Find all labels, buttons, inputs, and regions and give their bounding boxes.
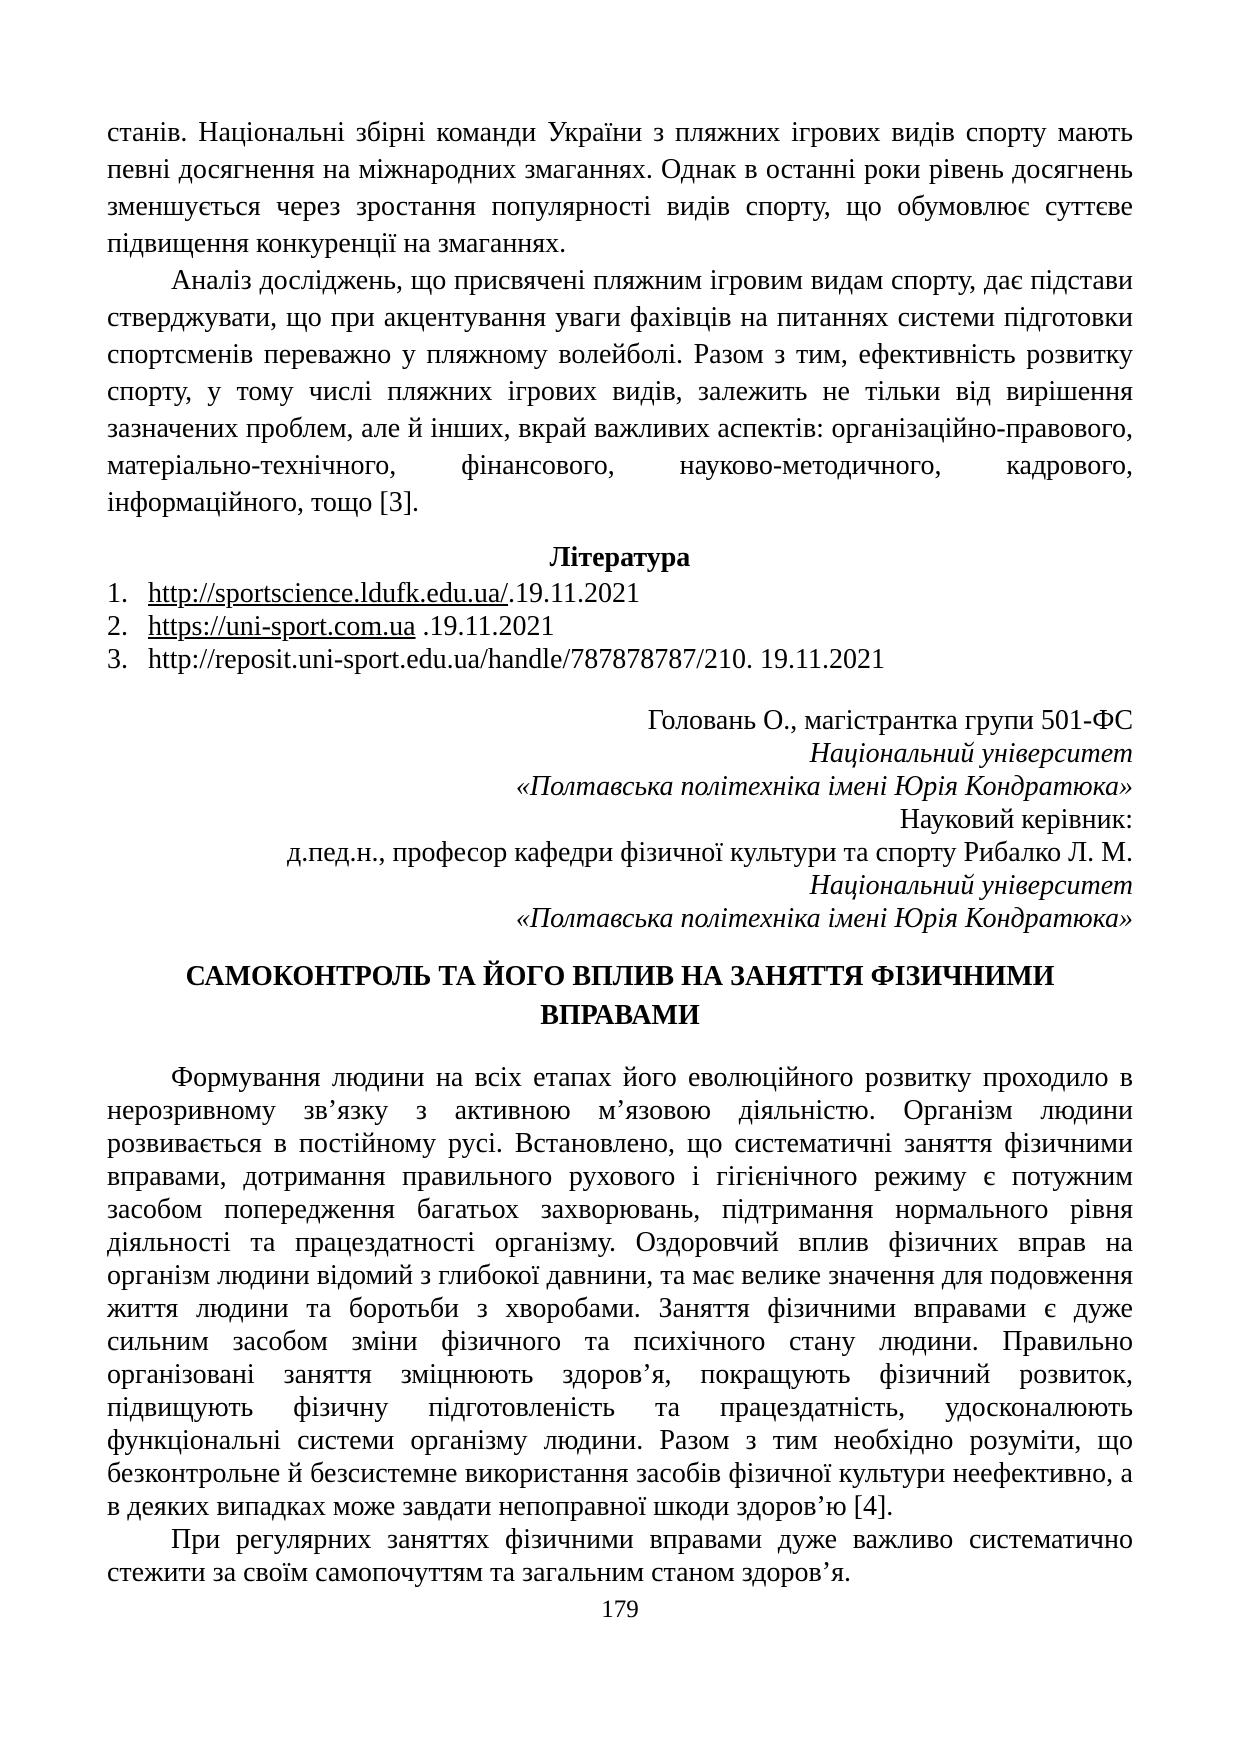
- reference-item: [107, 577, 1133, 610]
- reference-number: 1.: [107, 578, 128, 609]
- supervisor-label: Науковий керівник:: [899, 804, 1133, 835]
- supervisor-university: Національний університет: [809, 870, 1133, 901]
- page-number: 179: [601, 1596, 639, 1623]
- author-name: Головань О., магістрантка групи 501-ФС: [647, 705, 1133, 736]
- reference-date: .19.11.2021: [508, 578, 640, 609]
- article-title: САМОКОНТРОЛЬ ТА ЙОГО ВПЛИВ НА ЗАНЯТТЯ ФІЗИЧНИМИ ВПРАВАМИ: [185, 961, 1055, 1031]
- supervisor-name: д.пед.н., професор кафедри фізичної культури та спорту Рибалко Л. М.: [287, 837, 1133, 868]
- paragraph-analysis: Аналіз досліджень, що присвячені пляжним ігровим видам спорту, дає підстави стверджувати, що при акцентування уваги фахівців на питаннях системи підготовки спортсменів переважно у пляжному волейболі. Разом з тим, ефективність розвитку спорту, у тому числі пляжних ігрових видів, залежить не тільки від вирішення зазначених проблем, але й інших, вкрай важливих аспектів: організаційно-правового, матеріально-технічного, фінансового, науково-методичного, кадрового, інформаційного, тощо [3].: [107, 265, 1133, 518]
- author-university: Національний університет: [809, 738, 1133, 769]
- article-body: [107, 1061, 1133, 1589]
- reference-link[interactable]: https://uni-sport.com.ua: [148, 611, 416, 642]
- author-block: [107, 704, 1133, 935]
- article-paragraph: Формування людини на всіх етапах його еволюційного розвитку проходило в нерозривному зв’язку з активною м’язовою діяльністю. Організм людини розвивається в постійному русі. Встановлено, що систематичні заняття фізичними вправами, дотримання правильного рухового і гігієнічного режиму є потужним засобом попередження багатьох захворювань, підтримання нормального рівня діяльності та працездатності організму. Оздоровчий вплив фізичних вправ на організм людини відомий з глибокої давнини, та має велике значення для подовження життя людини та боротьби з хворобами. Заняття фізичними вправами є дуже сильним засобом зміни фізичного та психічного стану людини. Правильно організовані заняття зміцнюють здоров’я, покращують фізичний розвиток, підвищують фізичну підготовленість та працездатність, удосконалюють функціональні системи організму людини. Разом з тим необхідно розуміти, що безконтрольне й безсистемне використання засобів фізичної культури неефективно, а в деяких випадках може завдати непоправної шкоди здоров’ю [4].: [107, 1062, 1133, 1522]
- reference-number: 3.: [107, 644, 128, 675]
- reference-number: 2.: [107, 611, 128, 642]
- reference-item: [107, 643, 1133, 676]
- supervisor-university-name: «Полтавська політехніка імені Юрія Кондратюка»: [515, 903, 1133, 934]
- references-list: [107, 577, 1133, 676]
- references-heading: Література: [549, 542, 691, 573]
- article-paragraph: При регулярних заняттях фізичними вправами дуже важливо систематично стежити за своїм самопочуттям та загальним станом здоров’я.: [107, 1524, 1133, 1588]
- reference-date: .19.11.2021: [415, 611, 555, 642]
- reference-url-plain: http://reposit.uni-sport.edu.ua/handle/787878787/210.: [148, 644, 754, 675]
- reference-item: [107, 610, 1133, 643]
- reference-date: 19.11.2021: [753, 644, 886, 675]
- author-university-name: «Полтавська політехніка імені Юрія Кондратюка»: [515, 771, 1133, 802]
- paragraph-continuation: станів. Національні збірні команди України з пляжних ігрових видів спорту мають певні досягнення на міжнародних змаганнях. Однак в останні роки рівень досягнень зменшується через зростання популярності видів спорту, що обумовлює суттєве підвищення конкуренції на змаганнях.: [107, 117, 1133, 259]
- reference-link[interactable]: http://sportscience.ldufk.edu.ua/: [148, 578, 509, 609]
